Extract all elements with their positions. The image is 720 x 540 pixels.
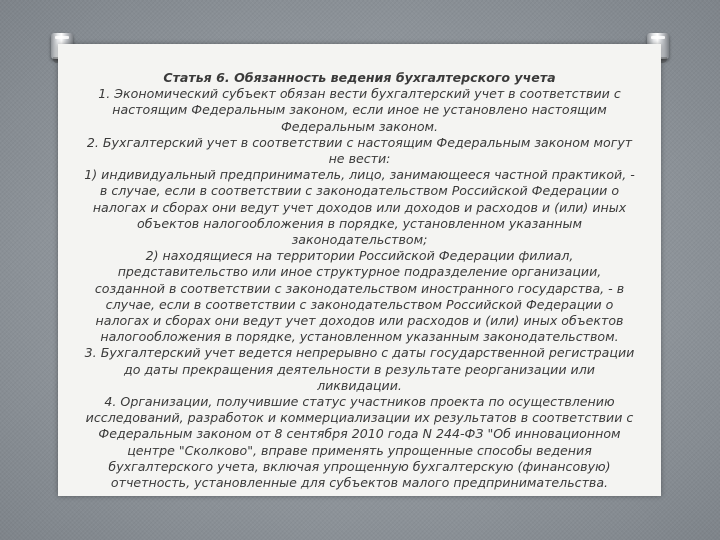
paragraph-2-item-1: 1) индивидуальный предприниматель, лицо, занимающееся частной практикой, - в случае, если в соответствии с законодательством Российской Федерации о налогах и сборах они ведут учет доходов или доходов и расходов и (или) иных объектов налогообложения в порядке, установленном указанным законодательством; [84,167,635,248]
paragraph-4: 4. Организации, получившие статус участников проекта по осуществлению исследований, разработок и коммерциализации их результатов в соответствии с Федеральным законом от 8 сентября 2010 года N 244-ФЗ "Об инновационном центре "Сколково", вправе применять упрощенные способы ведения бухгалтерского учета, включая упрощенную бухгалтерскую (финансовую) отчетность, установленные для субъектов малого предпринимательства. [85,394,634,491]
paragraph-3: 3. Бухгалтерский учет ведется непрерывно с даты государственной регистрации до даты прекращения деятельности в результате реорганизации или ликвидации. [84,345,635,393]
paragraph-2: 2. Бухгалтерский учет в соответствии с настоящим Федеральным законом могут не вести: [86,134,633,167]
document-body [58,70,661,491]
paragraph-1: 1. Экономический субъект обязан вести бухгалтерский учет в соответствии с настоящим Федеральным законом, если иное не установлено настоящим Федеральным законом. [98,86,621,134]
document-page [58,44,661,496]
article-title: Статья 6. Обязанность ведения бухгалтерского учета [163,70,556,85]
paragraph-2-item-2: 2) находящиеся на территории Российской Федерации филиал, представительство или иное структурное подразделение организации, созданной в соответствии с законодательством иностранного государства, - в случае, если в соответствии с законодательством Российской Федерации о налогах и сборах они ведут учет доходов или расходов и (или) иных объектов налогообложения в порядке, установленном указанным законодательством. [94,248,625,345]
